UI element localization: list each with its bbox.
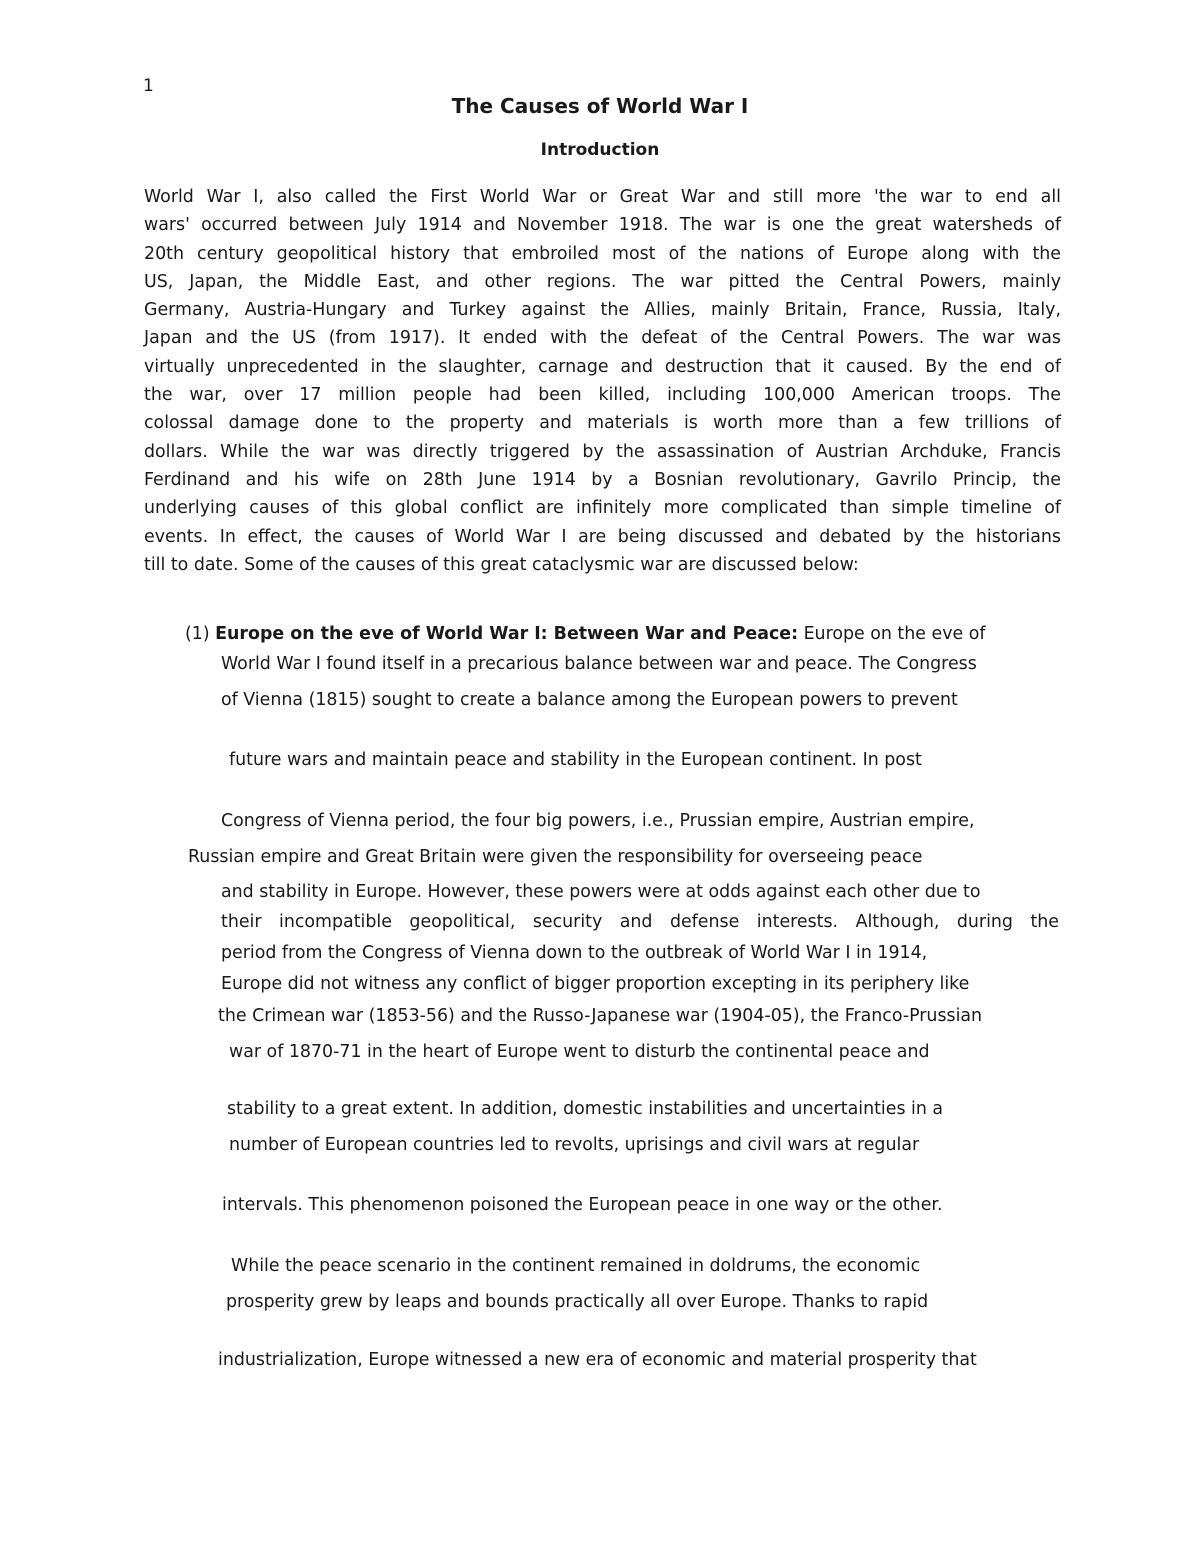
intro-line: US, Japan, the Middle East, and other regions. The war pitted the Central Powers, mainly xyxy=(144,271,1061,292)
list-item-line: Russian empire and Great Britain were given the responsibility for overseeing peace xyxy=(188,847,923,867)
list-item-line: and stability in Europe. However, these powers were at odds against each other due to xyxy=(221,882,981,902)
list-item-line: future wars and maintain peace and stability in the European continent. In post xyxy=(229,750,922,770)
intro-line: Japan and the US (from 1917). It ended with the defeat of the Central Powers. The war was xyxy=(144,328,1061,349)
list-item-line: World War I found itself in a precarious balance between war and peace. The Congress xyxy=(221,654,977,674)
intro-paragraph xyxy=(144,183,1061,579)
page-title: The Causes of World War I xyxy=(451,94,749,118)
list-item-first-line-text: Europe on the eve of xyxy=(803,624,986,644)
list-item-line: the Crimean war (1853-56) and the Russo-Japanese war (1904-05), the Franco-Prussian xyxy=(218,1006,983,1026)
intro-line: dollars. While the war was directly triggered by the assassination of Austrian Archduke, Francis xyxy=(144,441,1061,462)
list-item-line: industrialization, Europe witnessed a new era of economic and material prosperity that xyxy=(218,1350,977,1370)
intro-line: till to date. Some of the causes of this great cataclysmic war are discussed below: xyxy=(144,554,859,575)
intro-line: wars' occurred between July 1914 and November 1918. The war is one the great watersheds of xyxy=(144,215,1061,236)
list-item-line: While the peace scenario in the continent remained in doldrums, the economic xyxy=(231,1256,921,1276)
intro-line: events. In effect, the causes of World War I are being discussed and debated by the historians xyxy=(144,526,1061,547)
list-item-1-first-line xyxy=(185,622,986,646)
list-item-line: period from the Congress of Vienna down to the outbreak of World War I in 1914, xyxy=(221,943,928,963)
list-item-line: number of European countries led to revolts, uprisings and civil wars at regular xyxy=(229,1135,920,1155)
intro-line: underlying causes of this global conflict are infinitely more complicated than simple timeline of xyxy=(144,498,1061,519)
intro-line: Ferdinand and his wife on 28th June 1914 by a Bosnian revolutionary, Gavrilo Princip, the xyxy=(144,469,1061,490)
intro-line: colossal damage done to the property and materials is worth more than a few trillions of xyxy=(144,413,1061,434)
section-heading-introduction: Introduction xyxy=(540,140,660,160)
intro-line: virtually unprecedented in the slaughter, carnage and destruction that it caused. By the end of xyxy=(144,356,1061,377)
list-item-number: (1) xyxy=(185,624,210,644)
list-item-line: Congress of Vienna period, the four big powers, i.e., Prussian empire, Austrian empire, xyxy=(221,811,975,831)
page-number: 1 xyxy=(143,76,154,96)
list-item-line: stability to a great extent. In addition, domestic instabilities and uncertainties in a xyxy=(227,1099,944,1119)
intro-line: Germany, Austria-Hungary and Turkey against the Allies, mainly Britain, France, Russia, Italy, xyxy=(144,300,1061,321)
list-item-line: prosperity grew by leaps and bounds practically all over Europe. Thanks to rapid xyxy=(226,1292,929,1312)
intro-line: World War I, also called the First World War or Great War and still more 'the war to end all xyxy=(144,187,1061,207)
intro-line: the war, over 17 million people had been killed, including 100,000 American troops. The xyxy=(144,385,1061,406)
list-item-line: their incompatible geopolitical, security and defense interests. Although, during the xyxy=(221,912,1059,932)
list-item-line: intervals. This phenomenon poisoned the European peace in one way or the other. xyxy=(222,1195,943,1215)
list-item-heading: Europe on the eve of World War I: Between War and Peace: xyxy=(215,624,799,644)
list-item-line: Europe did not witness any conflict of bigger proportion excepting in its periphery like xyxy=(221,974,970,994)
list-item-line: war of 1870-71 in the heart of Europe went to disturb the continental peace and xyxy=(229,1042,930,1062)
intro-line: 20th century geopolitical history that embroiled most of the nations of Europe along with the xyxy=(144,243,1061,264)
list-item-line: of Vienna (1815) sought to create a balance among the European powers to prevent xyxy=(221,690,958,710)
